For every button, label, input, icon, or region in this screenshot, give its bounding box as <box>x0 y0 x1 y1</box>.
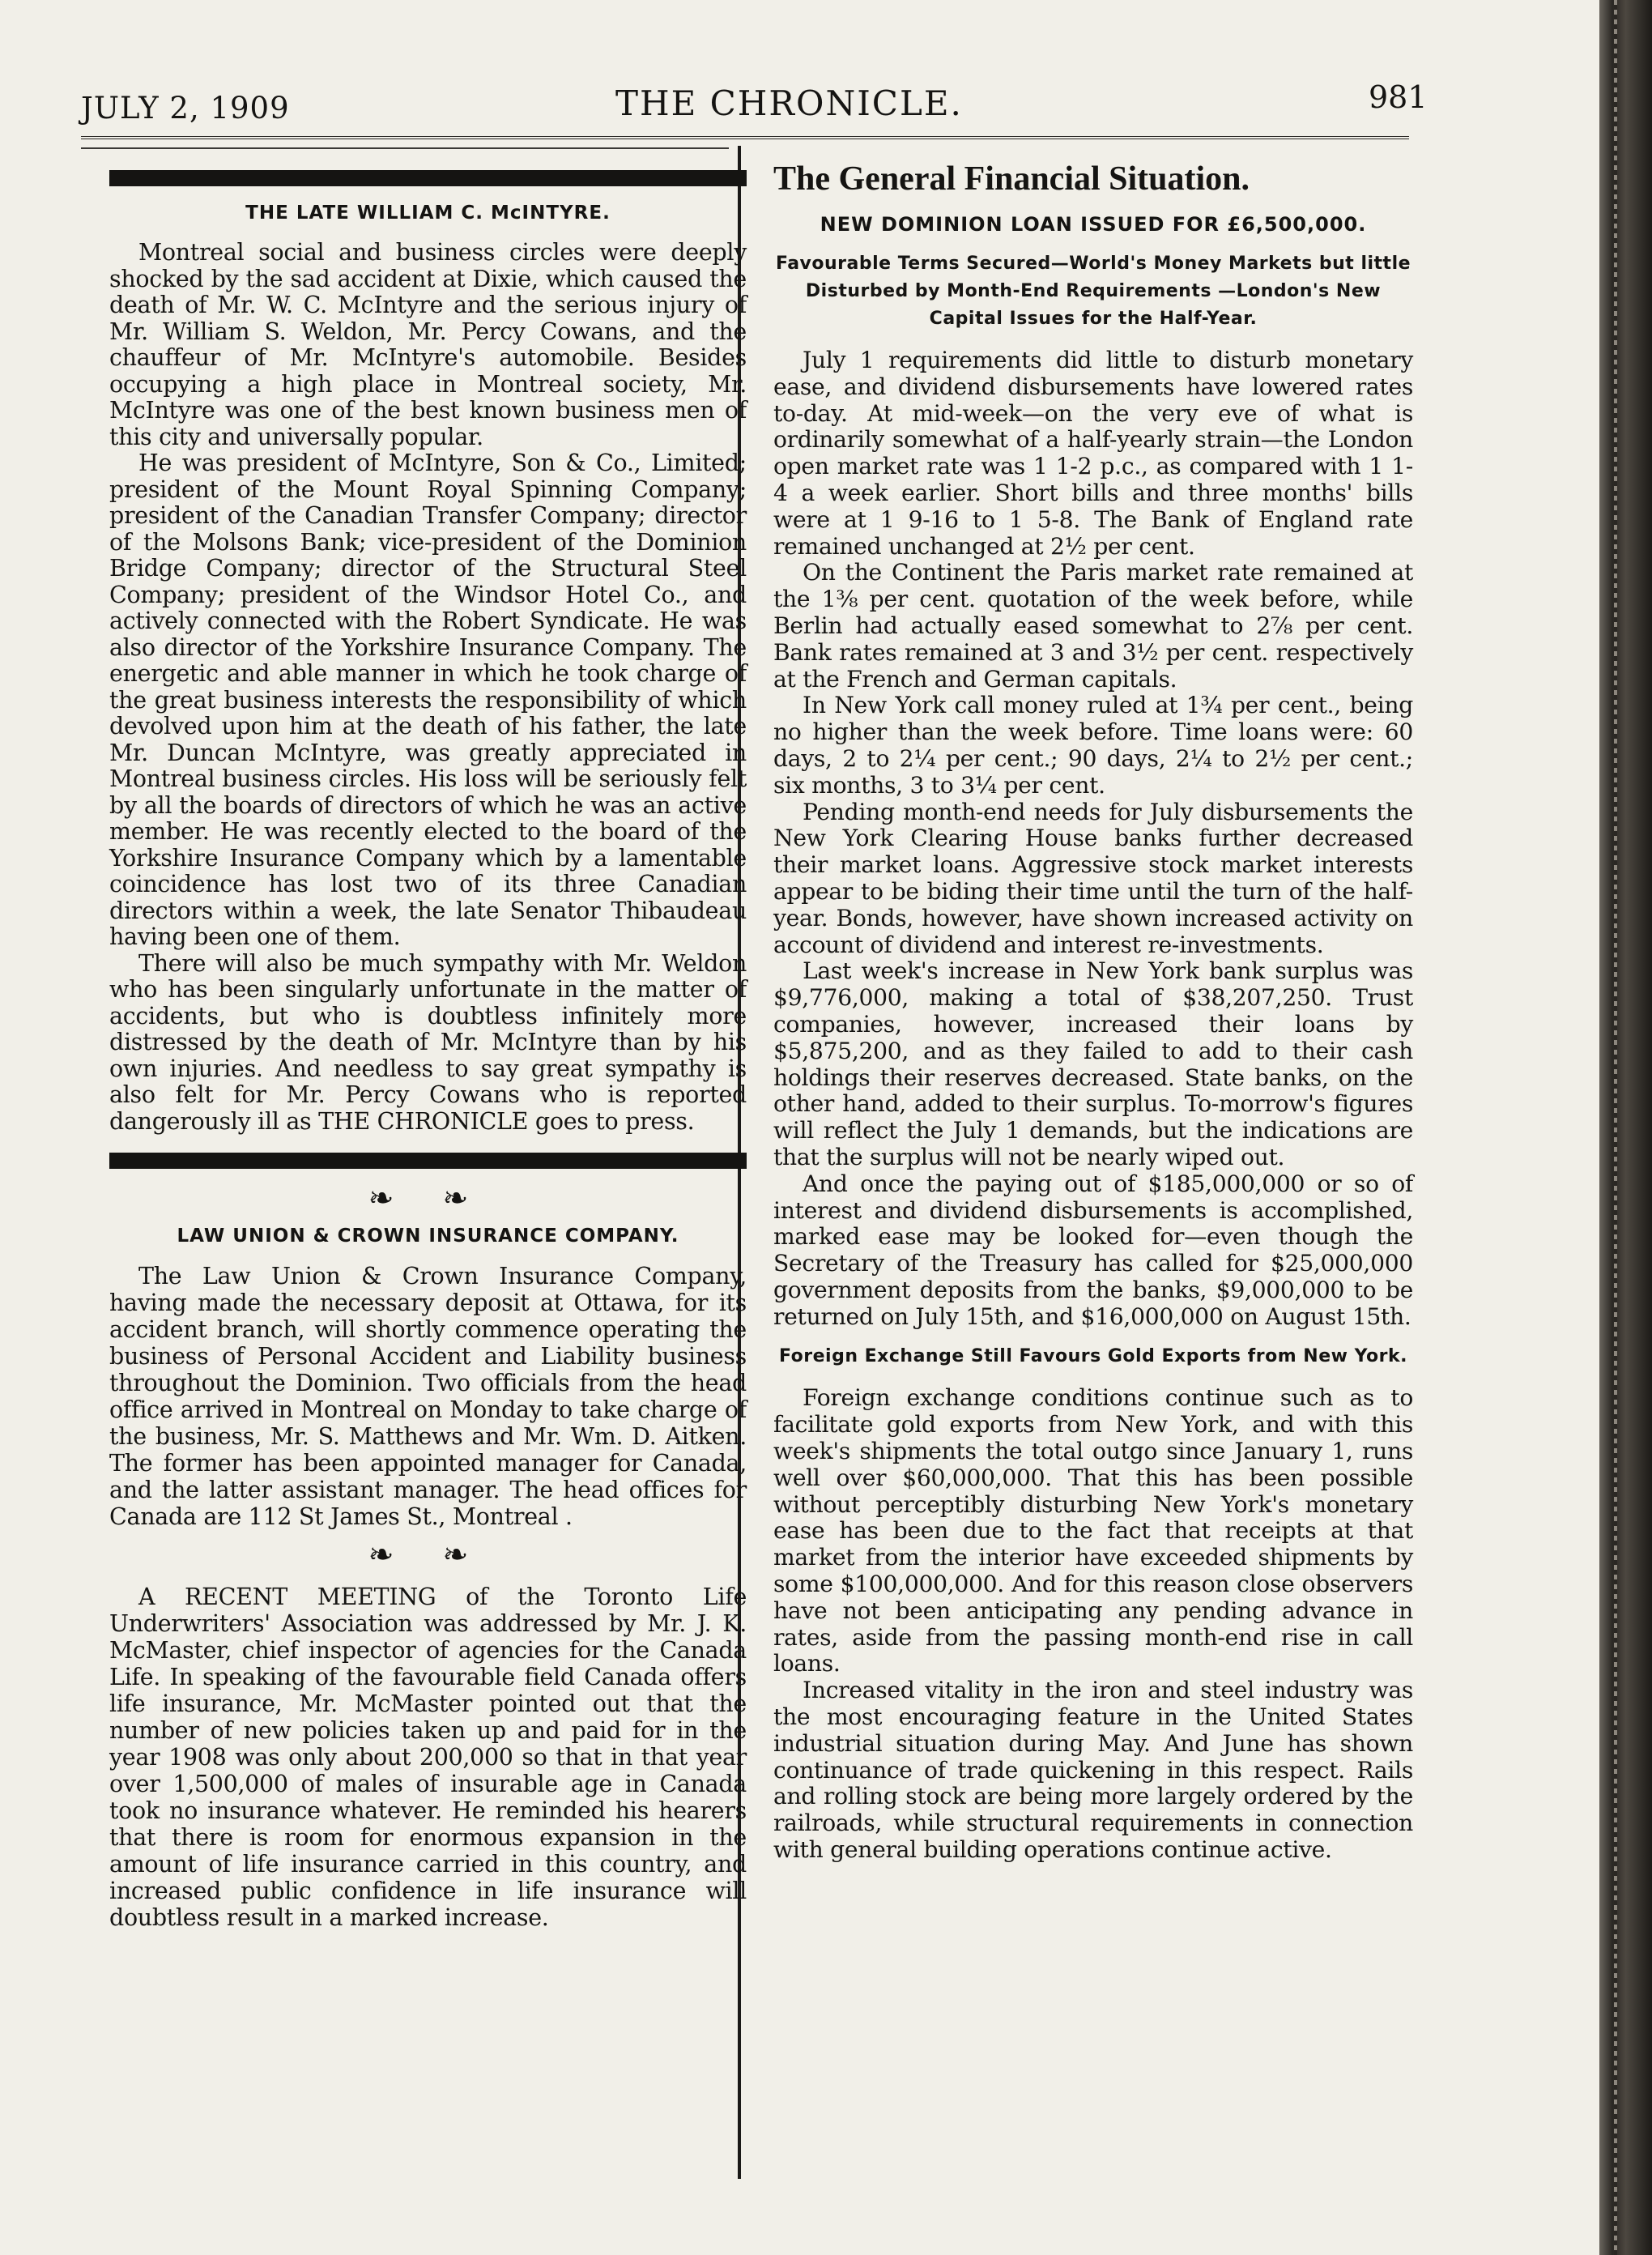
header-rule-thin <box>81 147 729 149</box>
paragraph: He was president of McIntyre, Son & Co., Limited; president of the Mount Royal Spinning Company; president of the Canadian Transfer Company; director of the Molsons Bank; vice-president of the Dominion Bridge Company; director of the Structural Steel Company; president of the Windsor Hotel Co., and actively connected with the Robert Syndicate. He was also director of the Yorkshire Insurance Company. The energetic and able manner in which he took charge of the great business interests the responsibility of which devolved upon him at the death of his father, the late Mr. Duncan McIntyre, was greatly appreciated in Montreal business circles. His loss will be seriously felt by all the boards of directors of which he was an active member. He was recently elected to the board of the Yorkshire Insurance Company which by a lamentable coincidence has lost two of its three Canadian directors within a week, the late Senator Thibaudeau having been one of them. <box>109 450 747 950</box>
paragraph: Foreign exchange conditions continue such as to facilitate gold exports from New York, and with this week's shipments the total outgo since January 1, runs well over $60,000,000. That this has been possible without perceptibly disturbing New York's monetary ease has been due to the fact that receipts at that market from the interior have exceeded shipments by some $100,000,000. And for this reason close observers have not been anticipating any pending advance in rates, aside from the passing month-end rise in call loans. <box>773 1384 1413 1677</box>
paragraph: Montreal social and business circles were deeply shocked by the sad accident at Dixie, which caused the death of Mr. W. C. McIntyre and the serious injury of Mr. William S. Weldon, Mr. Percy Cowans, and the chauffeur of Mr. McIntyre's automobile. Besides occupying a high place in Montreal society, Mr. McIntyre was one of the best known business men of this city and universally popular. <box>109 239 747 450</box>
paragraph <box>109 1584 747 1931</box>
section-bar <box>109 170 747 186</box>
paragraph-text: of the Toronto Life Underwriters' Association was addressed by Mr. J. K. McMaster, chief inspector of agencies for the Canada Life. In speaking of the favourable field Canada offers life insurance, Mr. McMaster pointed out that the number of new policies taken up and paid for in the year 1908 was only about 200,000 so that in that year over 1,500,000 of males of insurable age in Canada took no insurance whatever. He reminded his hearers that there is room for enormous expansion in the amount of life insurance carried in this country, and increased public confidence in life insurance will doubtless result in a marked increase. <box>109 1584 747 1931</box>
article-heading-mcintyre: THE LATE WILLIAM C. McINTYRE. <box>245 202 611 224</box>
book-binding-edge <box>1599 0 1652 2255</box>
sub-headline: NEW DOMINION LOAN ISSUED FOR £6,500,000. <box>820 213 1367 236</box>
paragraph: Pending month-end needs for July disbursements the New York Clearing House banks further decreased their market loans. Aggressive stock market interests appear to be biding their time until the turn of the half-year. Bonds, however, have shown increased activity on account of dividend and interest re-investments. <box>773 798 1413 958</box>
fleuron-ornament: ❧ ❧ <box>368 1537 488 1572</box>
section-bar <box>109 1153 747 1169</box>
header-rule <box>81 136 1409 139</box>
paragraph: And once the paying out of $185,000,000 or so of interest and dividend disbursements is accomplished, marked ease may be looked for—even though the Secretary of the Treasury has called for $25,000,000 government deposits from the banks, $9,000,000 to be returned on July 15th, and $16,000,000 on August 15th. <box>773 1170 1413 1330</box>
article-body-underwriters <box>109 1584 747 1931</box>
issue-date: JULY 2, 1909 <box>81 91 290 126</box>
lead-in: A RECENT MEETING <box>138 1584 436 1610</box>
article-body-foreign-exchange <box>773 1385 1413 1863</box>
section-heading-foreign-exchange: Foreign Exchange Still Favours Gold Exports from New York. <box>779 1346 1407 1367</box>
paragraph: There will also be much sympathy with Mr. Weldon who has been singularly unfortunate in the matter of accidents, but who is doubtless infinitely more distressed by the death of Mr. McIntyre than by his own injuries. And needless to say great sympathy is also felt for Mr. Percy Cowans who is reported dangerously ill as THE CHRONICLE goes to press. <box>109 949 747 1135</box>
article-body-financial <box>773 347 1413 1330</box>
right-column <box>773 148 1413 1864</box>
paragraph: The Law Union & Crown Insurance Company, having made the necessary deposit at Ottawa, for its accident branch, will shortly commence operating the business of Personal Accident and Liability business throughout the Dominion. Two officials from the head office arrived in Montreal on Monday to take charge of the business, Mr. S. Matthews and Mr. Wm. D. Aitken. The former has been appointed manager for Canada, and the latter assistant manager. The head offices for Canada are 112 St James St., Montreal . <box>109 1263 747 1530</box>
paragraph: Last week's increase in New York bank surplus was $9,776,000, making a total of $38,207,250. Trust companies, however, increased their loans by $5,875,200, and as they failed to add to their cash holdings their reserves decreased. State banks, on the other hand, added to their surplus. To-morrow's figures will reflect the July 1 demands, but the indications are that the surplus will not be nearly wiped out. <box>773 957 1413 1170</box>
deck-headline: Favourable Terms Secured—World's Money Markets but little Disturbed by Month-End Requirements —London's New Capital Issues for the Half-Year. <box>775 254 1411 329</box>
paragraph: Increased vitality in the iron and steel industry was the most encouraging feature in the United States industrial situation during May. And June has shown continuance of trade quickening in this respect. Rails and rolling stock are being more largely ordered by the railroads, while structural requirements in connection with general building operations continue active. <box>773 1677 1413 1864</box>
fleuron-ornament: ❧ ❧ <box>368 1180 488 1216</box>
article-body-law-union <box>109 1263 747 1530</box>
article-heading-law-union: LAW UNION & CROWN INSURANCE COMPANY. <box>177 1226 679 1247</box>
paragraph: In New York call money ruled at 1¾ per cent., being no higher than the week before. Time loans were: 60 days, 2 to 2¼ per cent.; 90 days, 2¼ to 2½ per cent.; six months, 3 to 3¼ per cent. <box>773 692 1413 799</box>
publication-title: THE CHRONICLE. <box>615 83 963 123</box>
main-headline: The General Financial Situation. <box>773 160 1250 198</box>
paragraph: July 1 requirements did little to disturb monetary ease, and dividend disbursements have lowered rates to-day. At mid-week—on the very eve of what is ordinarily somewhat of a half-yearly strain—the London open market rate was 1 1-2 p.c., as compared with 1 1-4 a week earlier. Short bills and three months' bills were at 1 9-16 to 1 5-8. The Bank of England rate remained unchanged at 2½ per cent. <box>773 347 1413 560</box>
left-column <box>109 170 747 1931</box>
paragraph: On the Continent the Paris market rate remained at the 1⅜ per cent. quotation of the week before, while Berlin had actually eased somewhat to 2⅞ per cent. Bank rates remained at 3 and 3½ per cent. respectively at the French and German capitals. <box>773 559 1413 693</box>
article-body-mcintyre <box>109 240 747 1135</box>
page-number: 981 <box>1369 79 1428 115</box>
